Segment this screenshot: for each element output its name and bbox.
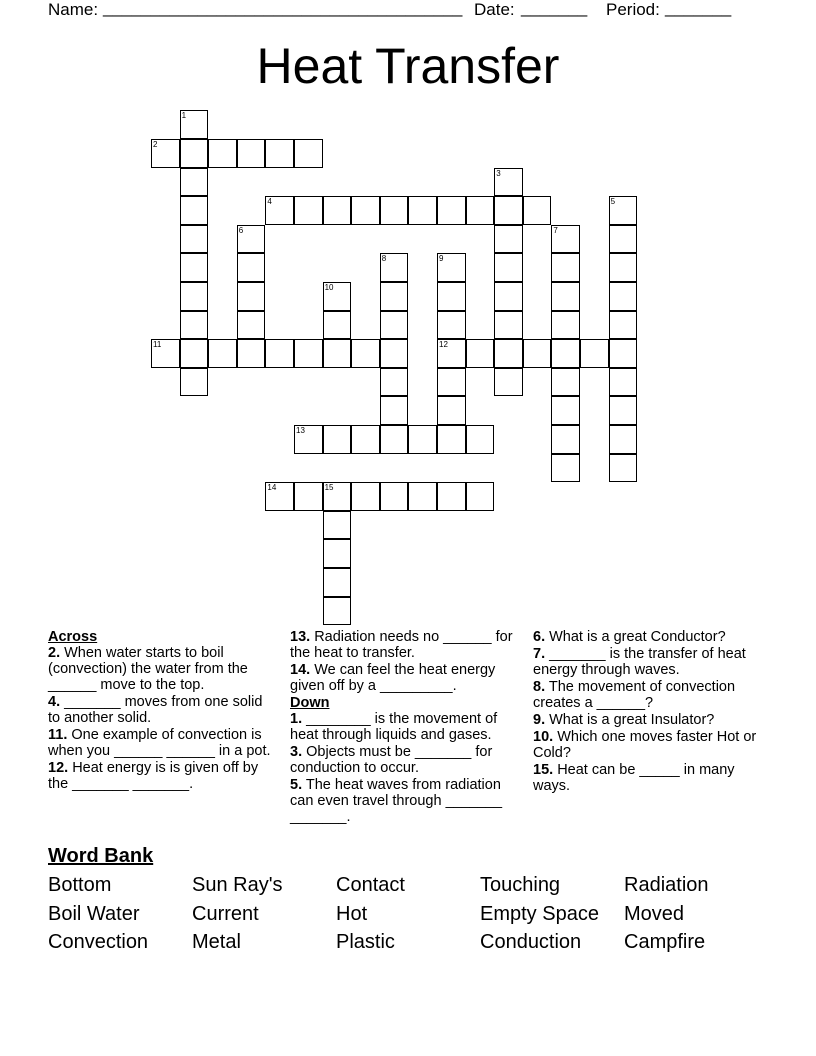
name-blank[interactable]: ______________________________________ <box>103 0 463 17</box>
clue-item-text: _______ is the transfer of heat energy through waves. <box>533 646 746 678</box>
clue-number: 13 <box>296 426 305 435</box>
word-bank-item: Campfire <box>624 931 706 953</box>
grid-cell[interactable] <box>294 339 323 368</box>
name-label: Name: <box>48 0 99 19</box>
grid-cell[interactable] <box>494 253 523 282</box>
grid-cell[interactable] <box>494 368 523 397</box>
grid-cell[interactable] <box>237 339 266 368</box>
grid-cell[interactable] <box>180 368 209 397</box>
clues-column-1 <box>48 629 276 793</box>
down-heading: Down <box>290 695 330 711</box>
grid-cell[interactable] <box>351 425 380 454</box>
grid-cell[interactable] <box>180 311 209 340</box>
clue-item-number: 14. <box>290 662 311 678</box>
word-bank-item: Contact <box>336 874 405 896</box>
clue-number: 9 <box>439 254 444 264</box>
clue-item <box>533 646 761 678</box>
grid-cell[interactable] <box>437 396 466 425</box>
grid-cell[interactable] <box>551 368 580 397</box>
grid-cell[interactable] <box>551 454 580 483</box>
word-bank-heading: Word Bank <box>48 845 154 867</box>
clue-item-number: 8. <box>533 679 546 695</box>
grid-cell[interactable] <box>437 368 466 397</box>
grid-cell[interactable] <box>351 196 380 225</box>
clue-item-number: 7. <box>533 646 546 662</box>
grid-cell[interactable] <box>294 196 323 225</box>
grid-cell[interactable] <box>551 339 580 368</box>
word-bank-item: Plastic <box>336 931 395 953</box>
word-bank-item: Sun Ray's <box>192 874 283 896</box>
grid-cell[interactable] <box>437 282 466 311</box>
clues-column-3 <box>533 629 761 795</box>
across-heading: Across <box>48 629 98 645</box>
clue-item-number: 5. <box>290 777 303 793</box>
clue-number: 1 <box>181 111 187 121</box>
grid-cell[interactable] <box>437 196 466 225</box>
grid-cell[interactable] <box>237 282 266 311</box>
grid-cell[interactable] <box>609 311 638 340</box>
word-bank-item: Bottom <box>48 874 112 896</box>
clue-item-text: Objects must be _______ for conduction to occur. <box>290 744 493 776</box>
grid-cell[interactable] <box>380 339 409 368</box>
grid-cell[interactable] <box>551 425 580 454</box>
clue-item <box>533 729 761 761</box>
date-label: Date: <box>474 0 515 19</box>
grid-cell[interactable] <box>494 196 523 225</box>
grid-cell[interactable] <box>265 139 294 168</box>
clue-item <box>48 645 276 693</box>
grid-cell[interactable] <box>208 139 237 168</box>
clue-number: 12 <box>439 340 448 350</box>
grid-cell[interactable] <box>380 396 409 425</box>
clue-item-number: 1. <box>290 711 303 727</box>
grid-cell[interactable] <box>551 282 580 311</box>
grid-cell[interactable] <box>237 253 266 282</box>
grid-cell[interactable] <box>323 339 352 368</box>
clue-number: 3 <box>496 168 501 178</box>
clue-item <box>533 679 761 711</box>
clue-item-number: 6. <box>533 629 546 645</box>
grid-cell[interactable] <box>609 225 638 254</box>
word-bank-item: Empty Space <box>480 902 599 925</box>
word-bank-item: Boil Water <box>48 902 140 925</box>
grid-cell[interactable] <box>380 425 409 454</box>
grid-cell[interactable] <box>323 311 352 340</box>
clue-item-number: 10. <box>533 729 554 745</box>
grid-cell[interactable] <box>494 225 523 254</box>
grid-cell[interactable] <box>609 454 638 483</box>
grid-cell[interactable] <box>323 511 352 540</box>
grid-cell[interactable] <box>180 225 209 254</box>
word-bank-item: Conduction <box>480 931 582 953</box>
clue-item-text: What is a great Conductor? <box>545 629 726 645</box>
clue-item-text: ________ is the movement of heat through liquids and gases. <box>290 711 498 743</box>
clue-item-text: The movement of convection creates a ______? <box>533 679 736 711</box>
word-bank-item: Radiation <box>624 874 709 896</box>
clue-item <box>533 629 761 645</box>
clue-item-number: 9. <box>533 712 546 728</box>
clue-number: 14 <box>267 483 277 493</box>
grid-cell[interactable] <box>180 196 209 225</box>
grid-cell[interactable] <box>609 253 638 282</box>
word-bank-item: Metal <box>192 931 241 953</box>
clue-item-number: 4. <box>48 694 61 710</box>
grid-cell[interactable] <box>294 139 323 168</box>
clue-item-number: 2. <box>48 645 61 661</box>
clue-number: 7 <box>553 225 558 235</box>
grid-cell[interactable] <box>323 425 352 454</box>
clue-item <box>290 744 526 776</box>
grid-cell[interactable] <box>408 425 437 454</box>
clue-item-text: One example of convection is when you ______ ______ in a pot. <box>48 727 271 759</box>
clue-item <box>48 760 276 792</box>
page-title: Heat Transfer <box>256 38 560 94</box>
grid-cell[interactable] <box>380 368 409 397</box>
clue-item <box>290 629 526 661</box>
grid-cell[interactable] <box>323 196 352 225</box>
grid-cell[interactable] <box>180 253 209 282</box>
grid-cell[interactable] <box>551 396 580 425</box>
clue-item <box>48 727 276 759</box>
grid-cell[interactable] <box>180 168 209 197</box>
clue-number: 10 <box>324 283 334 292</box>
clue-number: 5 <box>610 197 616 207</box>
clue-item-number: 13. <box>290 629 311 645</box>
grid-cell[interactable] <box>466 196 495 225</box>
grid-cell[interactable] <box>437 311 466 340</box>
grid-cell[interactable] <box>265 339 294 368</box>
word-bank-item: Current <box>192 902 259 925</box>
clue-item-number: 12. <box>48 760 69 776</box>
clue-item-text: Which one moves faster Hot or Cold? <box>533 729 757 761</box>
word-bank-item: Touching <box>480 874 561 896</box>
clue-item-text: Radiation needs no ______ for the heat to transfer. <box>290 629 513 661</box>
grid-cell[interactable] <box>380 311 409 340</box>
grid-cell[interactable] <box>551 253 580 282</box>
grid-cell[interactable] <box>494 282 523 311</box>
grid-cell[interactable] <box>494 339 523 368</box>
grid-cell[interactable] <box>466 339 495 368</box>
clue-number: 8 <box>381 254 387 264</box>
clues-column-2 <box>290 629 526 826</box>
grid-cell[interactable] <box>380 282 409 311</box>
clue-item-text: What is a great Insulator? <box>545 712 715 728</box>
clue-item-text: We can feel the heat energy given off by a _________. <box>290 662 496 694</box>
grid-cell[interactable] <box>609 282 638 311</box>
grid-cell[interactable] <box>408 482 437 511</box>
clue-item <box>290 662 526 694</box>
clue-item <box>533 762 761 794</box>
word-bank-item: Moved <box>624 902 685 925</box>
grid-cell[interactable] <box>580 339 609 368</box>
grid-cell[interactable] <box>609 368 638 397</box>
grid-cell[interactable] <box>408 196 437 225</box>
grid-cell[interactable] <box>523 196 552 225</box>
grid-cell[interactable] <box>351 482 380 511</box>
period-blank[interactable]: _______ <box>665 0 732 17</box>
word-bank-item: Convection <box>48 931 149 953</box>
clue-item <box>533 712 761 728</box>
clue-item-number: 3. <box>290 744 303 760</box>
grid-cell[interactable] <box>351 339 380 368</box>
clue-item <box>48 694 276 726</box>
clue-item-number: 11. <box>48 727 68 743</box>
clue-number: 15 <box>324 483 334 493</box>
clue-item-text: When water starts to boil (convection) the water from the ______ move to the top. <box>48 645 248 693</box>
clue-number: 2 <box>153 140 158 149</box>
grid-cell[interactable] <box>437 425 466 454</box>
clue-number: 11 <box>153 340 162 350</box>
grid-cell[interactable] <box>466 425 495 454</box>
grid-cell[interactable] <box>380 196 409 225</box>
word-bank-item: Hot <box>336 902 368 925</box>
grid-cell[interactable] <box>237 139 266 168</box>
grid-cell[interactable] <box>180 339 209 368</box>
clue-item-text: Heat energy is is given off by the _______ _______. <box>48 760 259 792</box>
grid-cell[interactable] <box>323 597 352 626</box>
grid-cell[interactable] <box>609 339 638 368</box>
grid-cell[interactable] <box>323 568 352 597</box>
grid-cell[interactable] <box>523 339 552 368</box>
grid-cell[interactable] <box>609 396 638 425</box>
clue-item <box>290 777 526 825</box>
grid-cell[interactable] <box>180 139 209 168</box>
grid-cell[interactable] <box>494 311 523 340</box>
clue-item-number: 15. <box>533 762 554 778</box>
grid-cell[interactable] <box>237 311 266 340</box>
grid-cell[interactable] <box>380 482 409 511</box>
grid-cell[interactable] <box>551 311 580 340</box>
grid-cell[interactable] <box>208 339 237 368</box>
clue-number: 4 <box>267 197 272 207</box>
grid-cell[interactable] <box>466 482 495 511</box>
clue-item <box>290 711 526 743</box>
period-label: Period: <box>606 0 660 19</box>
grid-cell[interactable] <box>609 425 638 454</box>
grid-cell[interactable] <box>294 482 323 511</box>
grid-cell[interactable] <box>323 539 352 568</box>
clue-item-text: Heat can be _____ in many ways. <box>533 762 735 794</box>
grid-cell[interactable] <box>180 282 209 311</box>
grid-cell[interactable] <box>437 482 466 511</box>
clue-item-text: The heat waves from radiation can even travel through _______ _______. <box>290 777 503 825</box>
clue-number: 6 <box>238 225 244 235</box>
date-blank[interactable]: _______ <box>521 0 588 17</box>
clue-item-text: _______ moves from one solid to another solid. <box>48 694 263 726</box>
